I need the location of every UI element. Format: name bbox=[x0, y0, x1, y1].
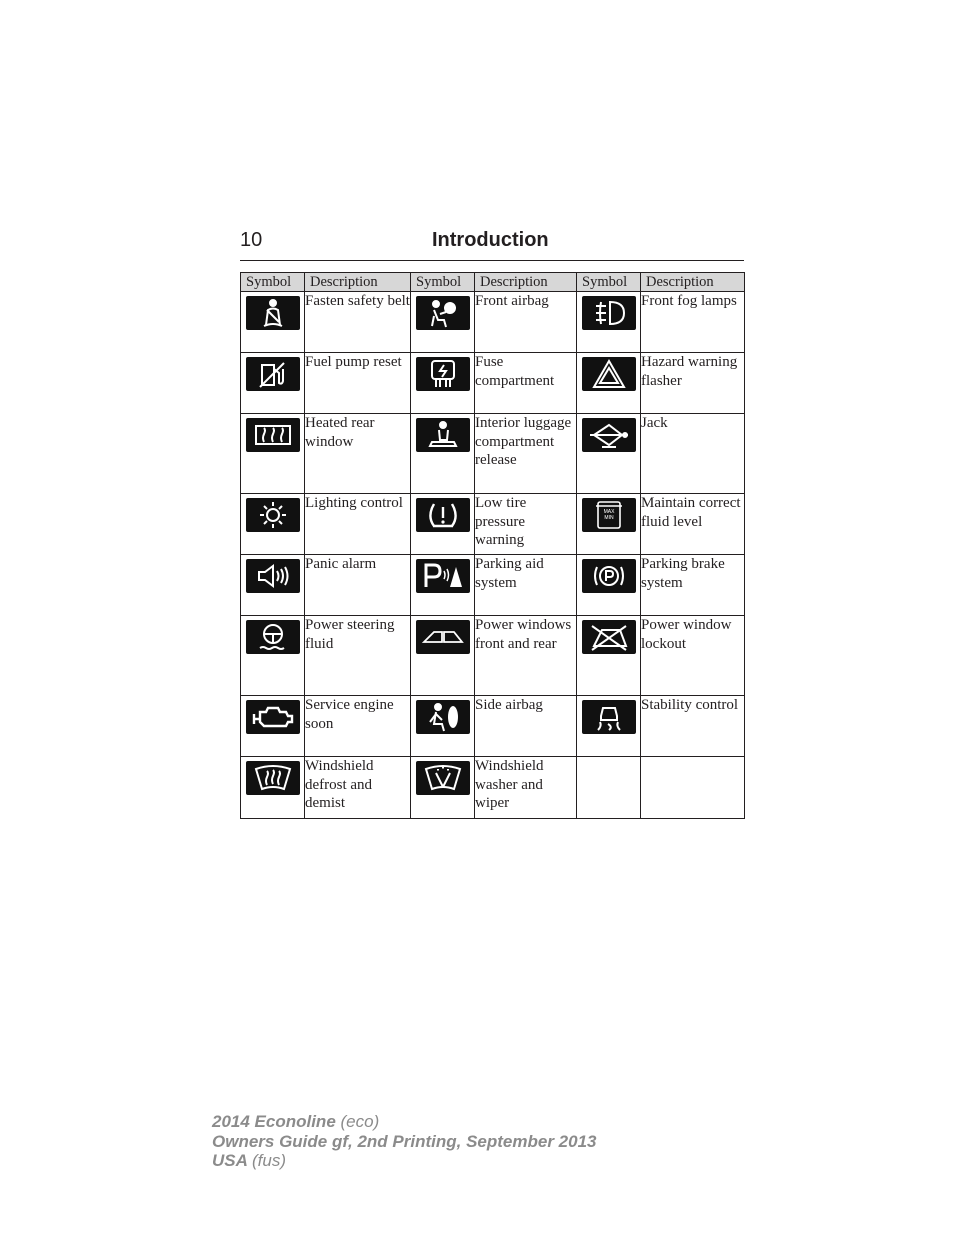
description-cell: Jack bbox=[641, 414, 745, 494]
symbol-cell bbox=[241, 555, 305, 616]
description-cell: Windshield washer and wiper bbox=[475, 757, 577, 819]
column-header: Description bbox=[641, 273, 745, 292]
washer-wiper-icon bbox=[416, 761, 470, 795]
symbol-cell bbox=[241, 292, 305, 353]
description-cell: Windshield defrost and demist bbox=[305, 757, 411, 819]
footer-vehicle-code: (eco) bbox=[340, 1112, 380, 1131]
seatbelt-icon bbox=[246, 296, 300, 330]
description-cell: Stability control bbox=[641, 696, 745, 757]
symbol-cell bbox=[241, 494, 305, 555]
power-steering-fluid-icon bbox=[246, 620, 300, 654]
description-cell: Heated rear window bbox=[305, 414, 411, 494]
table-row bbox=[241, 696, 745, 757]
section-title: Introduction bbox=[432, 229, 549, 251]
footer-region: USA bbox=[212, 1151, 248, 1170]
symbol-cell bbox=[577, 757, 641, 819]
column-header: Symbol bbox=[241, 273, 305, 292]
footer-vehicle: 2014 Econoline bbox=[212, 1112, 336, 1131]
parking-brake-icon bbox=[582, 559, 636, 593]
symbol-cell bbox=[411, 353, 475, 414]
description-cell: Panic alarm bbox=[305, 555, 411, 616]
stability-control-icon bbox=[582, 700, 636, 734]
symbol-cell bbox=[411, 292, 475, 353]
front-airbag-icon bbox=[416, 296, 470, 330]
power-windows-icon bbox=[416, 620, 470, 654]
column-header: Symbol bbox=[577, 273, 641, 292]
symbol-cell bbox=[577, 353, 641, 414]
description-cell: Low tire pressure warning bbox=[475, 494, 577, 555]
description-cell: Power windows front and rear bbox=[475, 616, 577, 696]
page-header bbox=[240, 228, 744, 261]
table-row bbox=[241, 555, 745, 616]
description-cell: Fuel pump reset bbox=[305, 353, 411, 414]
table-row bbox=[241, 414, 745, 494]
symbol-table bbox=[240, 272, 745, 819]
window-lockout-icon bbox=[582, 620, 636, 654]
lighting-control-icon bbox=[246, 498, 300, 532]
table-row bbox=[241, 353, 745, 414]
description-cell: Maintain correct fluid level bbox=[641, 494, 745, 555]
symbol-cell bbox=[411, 414, 475, 494]
trunk-release-icon bbox=[416, 418, 470, 452]
description-cell: Parking aid system bbox=[475, 555, 577, 616]
footer-region-code: (fus) bbox=[252, 1151, 286, 1170]
table-row bbox=[241, 494, 745, 555]
description-cell: Power window lockout bbox=[641, 616, 745, 696]
column-header: Symbol bbox=[411, 273, 475, 292]
symbol-cell bbox=[241, 616, 305, 696]
svg-text:MIN: MIN bbox=[603, 515, 614, 521]
footer-line-3 bbox=[212, 1151, 596, 1171]
symbol-cell bbox=[577, 414, 641, 494]
description-cell: Front airbag bbox=[475, 292, 577, 353]
description-cell: Power steering fluid bbox=[305, 616, 411, 696]
column-header: Description bbox=[305, 273, 411, 292]
symbol-cell bbox=[577, 494, 641, 555]
svg-text:MAX: MAX bbox=[603, 509, 614, 515]
fuse-icon bbox=[416, 357, 470, 391]
side-airbag-icon bbox=[416, 700, 470, 734]
symbol-cell bbox=[411, 494, 475, 555]
column-header: Description bbox=[475, 273, 577, 292]
front-fog-lamps-icon bbox=[582, 296, 636, 330]
windshield-defrost-icon bbox=[246, 761, 300, 795]
footer-line-2: Owners Guide gf, 2nd Printing, September 2013 bbox=[212, 1131, 597, 1151]
page-number: 10 bbox=[240, 229, 263, 251]
parking-aid-icon bbox=[416, 559, 470, 593]
table-row bbox=[241, 292, 745, 353]
description-cell: Fuse compartment bbox=[475, 353, 577, 414]
symbol-cell bbox=[577, 555, 641, 616]
symbol-cell bbox=[411, 616, 475, 696]
fluid-level-icon bbox=[582, 498, 636, 532]
description-cell: Lighting control bbox=[305, 494, 411, 555]
symbol-cell bbox=[411, 696, 475, 757]
description-cell: Service engine soon bbox=[305, 696, 411, 757]
description-cell: Parking brake system bbox=[641, 555, 745, 616]
symbol-cell bbox=[241, 757, 305, 819]
symbol-cell bbox=[577, 696, 641, 757]
hazard-icon bbox=[582, 357, 636, 391]
symbol-cell bbox=[577, 616, 641, 696]
table-row bbox=[241, 757, 745, 819]
heated-rear-window-icon bbox=[246, 418, 300, 452]
description-cell: Front fog lamps bbox=[641, 292, 745, 353]
low-tire-pressure-icon bbox=[416, 498, 470, 532]
description-cell: Fasten safety belt bbox=[305, 292, 411, 353]
description-cell bbox=[641, 757, 745, 819]
symbol-cell bbox=[411, 555, 475, 616]
description-cell: Hazard warning flasher bbox=[641, 353, 745, 414]
fuel-pump-reset-icon bbox=[246, 357, 300, 391]
description-cell: Side airbag bbox=[475, 696, 577, 757]
symbol-cell bbox=[241, 353, 305, 414]
service-engine-icon bbox=[246, 700, 300, 734]
table-row bbox=[241, 616, 745, 696]
table-header-row bbox=[241, 273, 745, 292]
symbol-cell bbox=[241, 696, 305, 757]
symbol-cell bbox=[241, 414, 305, 494]
page-footer bbox=[212, 1112, 596, 1171]
symbol-cell bbox=[411, 757, 475, 819]
footer-line-1 bbox=[212, 1112, 596, 1132]
panic-alarm-icon bbox=[246, 559, 300, 593]
description-cell: Interior luggage compartment release bbox=[475, 414, 577, 494]
jack-icon bbox=[582, 418, 636, 452]
symbol-cell bbox=[577, 292, 641, 353]
